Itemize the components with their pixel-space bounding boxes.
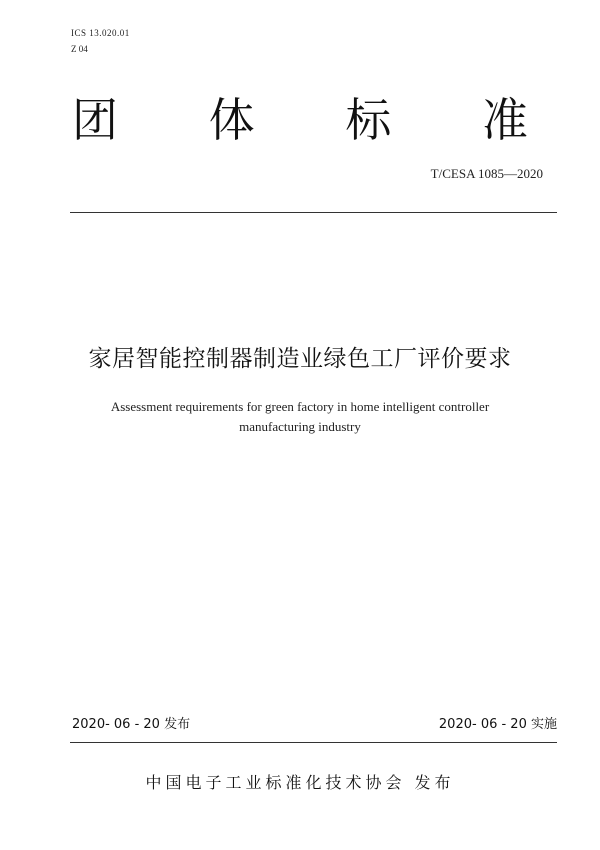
standard-type-char: 标 <box>345 93 392 147</box>
document-title-english <box>80 397 520 437</box>
document-title-chinese: 家居智能控制器制造业绿色工厂评价要求 <box>88 346 512 372</box>
standard-type-char: 体 <box>208 93 255 147</box>
standard-number: T/CESA 1085—2020 <box>430 166 543 181</box>
standard-type-heading <box>60 92 540 148</box>
standard-type-char: 准 <box>481 93 528 147</box>
ccs-code: Z 04 <box>71 44 88 54</box>
english-title-line-1: Assessment requirements for green factory in home intelligent controller <box>110 399 490 414</box>
implementation-date: 2020- 06 - 20 实施 <box>438 717 557 732</box>
top-divider <box>70 212 557 213</box>
bottom-divider <box>70 742 557 743</box>
publisher: 中国电子工业标准化技术协会 发布 <box>145 773 455 792</box>
ics-code: ICS 13.020.01 <box>71 28 130 38</box>
english-title-line-2: manufacturing industry <box>239 419 361 434</box>
issue-date: 2020- 06 - 20 发布 <box>72 717 191 732</box>
standard-type-char: 团 <box>72 93 118 147</box>
